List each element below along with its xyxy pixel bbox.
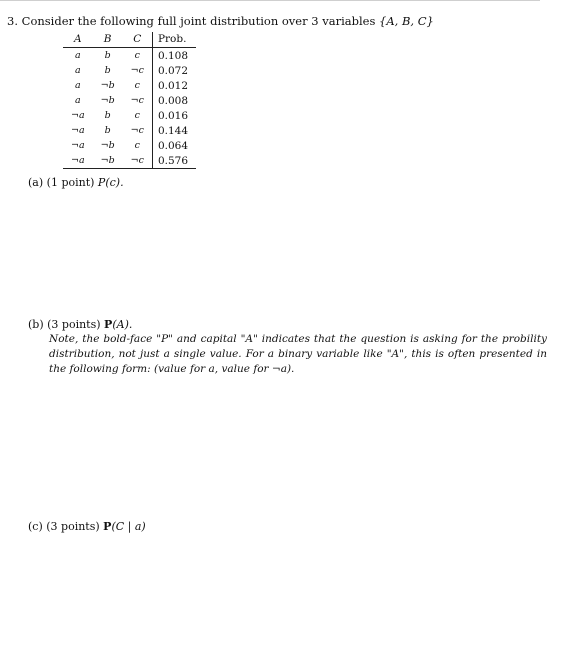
question-text: Consider the following full joint distribution over 3 variables — [21, 14, 376, 28]
table-row — [63, 93, 196, 108]
table-row — [63, 108, 196, 123]
part-b — [28, 318, 132, 331]
table-row — [63, 153, 196, 169]
cell-b: ¬b — [93, 153, 123, 169]
cell-a: ¬a — [71, 110, 85, 121]
cell-b: ¬b — [100, 140, 115, 151]
cell-a: a — [74, 65, 81, 76]
part-b-points: (3 points) — [47, 318, 101, 331]
cell-c: c — [134, 140, 140, 151]
cell-a: a — [74, 50, 81, 61]
part-b-expression: (A). — [112, 318, 133, 331]
cell-prob: 0.072 — [152, 63, 196, 78]
cell-c: ¬c — [130, 95, 144, 106]
question-heading — [7, 14, 434, 28]
table-row — [63, 78, 196, 93]
cell-c: c — [134, 50, 140, 61]
part-a-expression: P(c). — [97, 176, 124, 189]
question-number: 3. — [7, 14, 18, 28]
cell-prob: 0.576 — [152, 153, 196, 169]
top-divider — [0, 0, 540, 1]
cell-c: ¬c — [130, 65, 144, 76]
cell-prob: 0.108 — [152, 48, 196, 64]
cell-b: b — [104, 65, 111, 76]
cell-a: ¬a — [71, 140, 85, 151]
cell-b: b — [104, 110, 111, 121]
header-c: C — [123, 32, 153, 48]
table-row — [63, 48, 196, 64]
table-row — [63, 138, 196, 153]
cell-b: ¬b — [100, 80, 115, 91]
cell-prob: 0.012 — [152, 78, 196, 93]
header-prob: Prob. — [152, 32, 196, 48]
variable-set: {A, B, C} — [379, 14, 434, 28]
cell-a: ¬a — [63, 153, 93, 169]
cell-prob: 0.144 — [152, 123, 196, 138]
part-c-expression: (C | a) — [111, 520, 146, 533]
part-a-points: (1 point) — [46, 176, 95, 189]
cell-c: ¬c — [123, 153, 153, 169]
header-a: A — [63, 32, 93, 48]
part-b-bold-p: P — [104, 318, 113, 331]
part-c — [28, 520, 146, 533]
cell-prob: 0.016 — [152, 108, 196, 123]
cell-prob: 0.008 — [152, 93, 196, 108]
cell-b: b — [104, 50, 111, 61]
part-b-note: Note, the bold-face "P" and capital "A" indicates that the question is asking for the probility distribution, not just a single value. For a binary variable like "A", this is often presented in the following form: (value for a, value for ¬a). — [49, 333, 547, 375]
cell-b: b — [104, 125, 111, 136]
cell-c: c — [134, 80, 140, 91]
part-a — [28, 176, 124, 189]
part-c-label: (c) — [28, 520, 43, 533]
joint-distribution-table — [63, 32, 196, 169]
table-row — [63, 63, 196, 78]
part-c-points: (3 points) — [46, 520, 100, 533]
cell-c: c — [134, 110, 140, 121]
cell-b: ¬b — [100, 95, 115, 106]
part-a-label: (a) — [28, 176, 44, 189]
table-row — [63, 123, 196, 138]
header-b: B — [93, 32, 123, 48]
cell-prob: 0.064 — [152, 138, 196, 153]
cell-a: ¬a — [71, 125, 85, 136]
cell-a: a — [74, 95, 81, 106]
cell-a: a — [74, 80, 81, 91]
part-c-bold-p: P — [103, 520, 112, 533]
cell-c: ¬c — [130, 125, 144, 136]
table-header-row — [63, 32, 196, 48]
part-b-label: (b) — [28, 318, 44, 331]
